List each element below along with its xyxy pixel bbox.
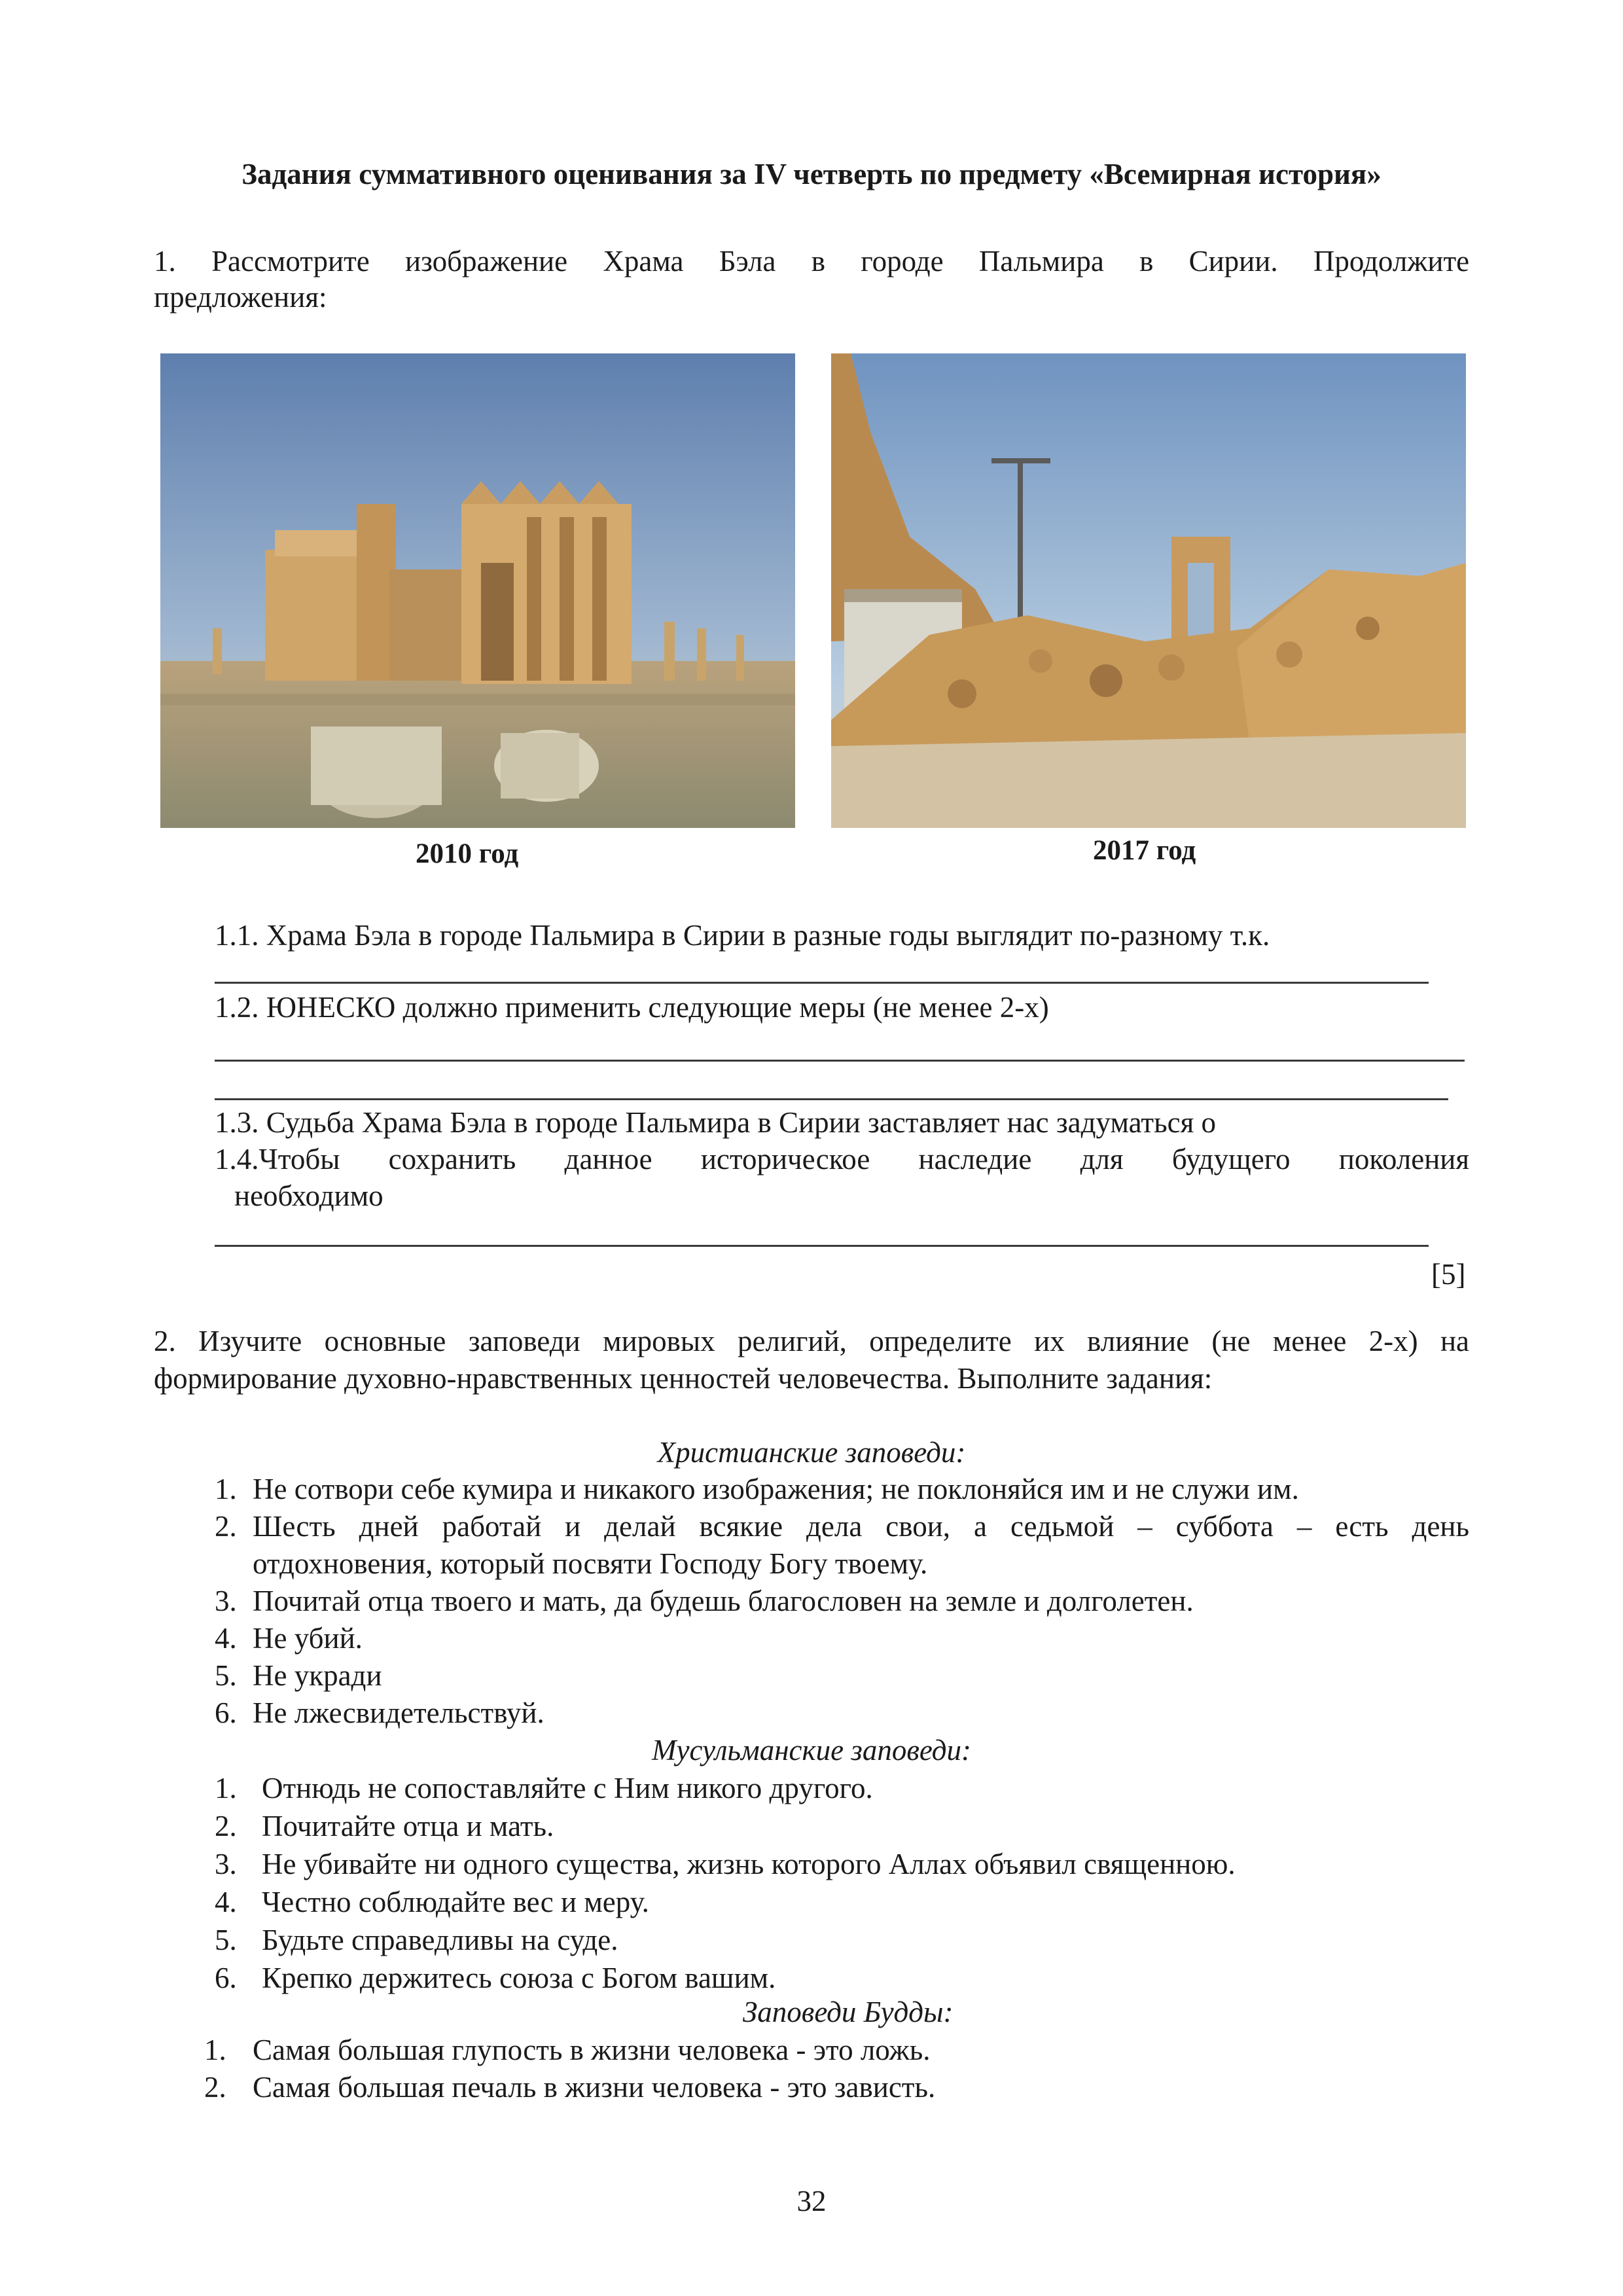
item-text: Крепко держитесь союза с Богом вашим. [262,1962,776,1994]
word: данное [564,1143,652,1175]
word: историческое [700,1143,870,1175]
word: мировых [603,1325,715,1357]
item-text: Не убий. [253,1622,363,1655]
word: менее [1272,1325,1347,1357]
word: (не [1211,1325,1251,1357]
word: свои, [885,1510,951,1543]
page-number: 32 [796,2185,827,2217]
word: их [1034,1325,1065,1357]
word: и [565,1510,581,1543]
item-number: 6. [215,1696,237,1729]
word: основные [324,1325,446,1357]
word: определите [869,1325,1012,1357]
word: изображение [405,245,568,278]
word: дней [359,1510,419,1543]
christian-item-5 [215,1657,382,1695]
word: 2-х) [1368,1325,1418,1357]
word: есть [1335,1510,1389,1543]
task2-intro-line2: формирование духовно-нравственных ценностей человечества. Выполните задания: [154,1362,1213,1395]
item-text: Честно соблюдайте вес и меру. [262,1886,649,1918]
muslim-item-6 [215,1959,776,1997]
word: 1.4.Чтобы [215,1143,340,1175]
christian-item-1 [215,1470,1299,1508]
temple-photo-2017 [831,353,1466,828]
word: дела [806,1510,863,1543]
item-text: Будьте справедливы на суде. [262,1924,618,1956]
word: будущего [1171,1143,1291,1175]
temple-photo-2010 [160,353,795,828]
item-text: Не убивайте ни одного существа, жизнь которого Аллах объявил священною. [262,1848,1236,1880]
buddha-commandments-title: Заповеди Будды: [743,1996,954,2028]
item-text: Не сотвори себе кумира и никакого изображения; не поклоняйся им и не служи им. [253,1473,1299,1505]
task1-intro-line2: предложения: [154,281,327,314]
word: 1. Рассмотрите [154,245,370,278]
question-1-4-line1 [215,1140,1469,1178]
answer-line-1-4 [215,1245,1429,1247]
christian-item-2 [215,1507,1469,1545]
item-number: 5. [215,1924,237,1956]
item-number: 5. [215,1659,237,1692]
question-1-1: 1.1. Храма Бэла в городе Пальмира в Сирии в разные годы выглядит по-разному т.к. [215,919,1270,952]
item-number: 3. [215,1848,237,1880]
word: наследие [918,1143,1032,1175]
christian-item-4 [215,1619,363,1657]
photo-caption-2010: 2010 год [416,838,519,869]
christian-item-3 [215,1582,1194,1620]
page-title: Задания суммативного оценивания за IV четверть по предмету «Всемирная история» [241,158,1382,190]
photo-caption-2017: 2017 год [1093,835,1196,866]
item-text: Самая большая глупость в жизни человека - это ложь. [253,2034,931,2066]
word: на [1440,1325,1470,1357]
item-text: Не лжесвидетельствуй. [253,1696,544,1729]
muslim-item-4 [215,1883,649,1921]
item-number: 3. [215,1585,237,1617]
word: седьмой [1010,1510,1115,1543]
item-number: 2. [215,1810,237,1842]
item-number: 2. [204,2071,226,2104]
word: Продолжите [1313,245,1470,278]
item-text: Почитайте отца и мать. [262,1810,554,1842]
word: Бэла [719,245,776,278]
muslim-item-3 [215,1845,1236,1883]
item-text: Не укради [253,1659,382,1692]
item-text: Почитай отца твоего и мать, да будешь благословен на земле и долголетен. [253,1585,1194,1617]
buddha-item-2 [204,2068,935,2106]
word: Изучите [198,1325,302,1357]
muslim-commandments-title: Мусульманские заповеди: [652,1734,971,1767]
word: а [974,1510,987,1543]
item-text: Отнюдь не сопоставляйте с Ним никого другого. [262,1772,873,1804]
item-number: 1. [215,1772,237,1804]
question-1-2: 1.2. ЮНЕСКО должно применить следующие меры (не менее 2-х) [215,991,1049,1024]
answer-line-1-2a [215,1060,1465,1062]
question-1-4-line2: необходимо [234,1179,383,1212]
word: религий, [738,1325,847,1357]
item-number: 4. [215,1886,237,1918]
muslim-item-5 [215,1921,618,1959]
word: делай [604,1510,676,1543]
word: Храма [603,245,684,278]
word: городе [861,245,944,278]
christian-commandments-title: Христианские заповеди: [657,1436,966,1469]
item-number: 4. [215,1622,237,1655]
word: – [1137,1510,1152,1543]
item-number: 1. [204,2034,226,2066]
task2-intro-line1 [154,1322,1469,1360]
christian-item-6 [215,1694,544,1732]
word: – [1296,1510,1312,1543]
muslim-item-2 [215,1807,554,1845]
item-number: 6. [215,1962,237,1994]
item-number: 2. [215,1510,237,1543]
word: поколения [1338,1143,1470,1175]
item-number: 1. [215,1473,237,1505]
word: работай [442,1510,542,1543]
word: сохранить [388,1143,516,1175]
question-1-3: 1.3. Судьба Храма Бэла в городе Пальмира в Сирии заставляет нас задуматься о [215,1106,1217,1139]
word: для [1080,1143,1124,1175]
word: всякие [699,1510,783,1543]
word: заповеди [468,1325,580,1357]
word: в [811,245,825,278]
answer-line-1-1 [215,982,1429,984]
item-text: Самая большая печаль в жизни человека - это зависть. [253,2071,936,2104]
answer-line-1-2b [215,1098,1448,1100]
word: в [1139,245,1154,278]
word: Сирии. [1188,245,1278,278]
word: влияние [1087,1325,1190,1357]
christian-item-2-continuation: отдохновения, который посвяти Господу Богу твоему. [253,1547,928,1580]
task1-intro-line1 [154,242,1469,280]
word: день [1412,1510,1470,1543]
word: Шесть [253,1510,336,1543]
muslim-item-1 [215,1769,873,1807]
word: суббота [1175,1510,1274,1543]
word: 2. [154,1325,176,1357]
word: Пальмира [978,245,1104,278]
score-mark: [5] [1431,1258,1466,1291]
buddha-item-1 [204,2031,931,2069]
